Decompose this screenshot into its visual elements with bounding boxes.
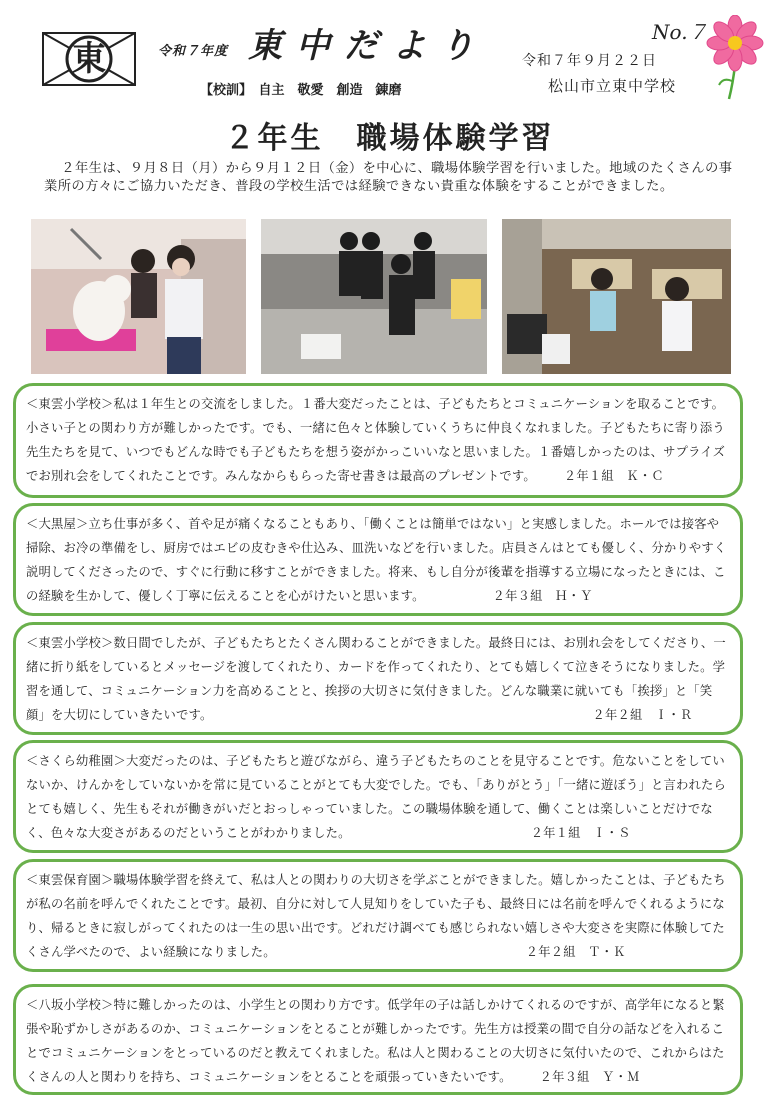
photo-pet-grooming [31, 219, 246, 374]
photo-restaurant-kitchen [261, 219, 487, 374]
issue-date: 令和７年９月２２日 [522, 53, 657, 69]
report-box [13, 984, 743, 1095]
report-signature: ２年３組 Ｈ・Ｙ [492, 589, 593, 603]
report-signature: ２年３組 Ｙ・Ｍ [539, 1070, 640, 1084]
report-text: ＜八坂小学校＞特に難しかったのは、小学生との関わり方です。低学年の子は話しかけてくれるのですが、高学年になると緊張や恥ずかしさがあるのか、コミュニケーションをとることが難しかったです。先生方は授業の間で自分の話などを入れることでコミュニケーションをとっているのだと教えてくれました。私は人と関わることの大切さに気付いたので、これからはたくさんの人と関わりを持ち、コミュニケーションをとることを頑張っていきたいです。 [26, 998, 725, 1084]
school-motto: 【校訓】 自主 敬愛 創造 錬磨 [200, 83, 402, 98]
report-text: ＜東雲小学校＞私は１年生との交流をしました。１番大変だったことは、子どもたちとコミュニケーションを取ることです。小さい子との関わり方が難しかったです。でも、一緒に色々と体験していくうちに仲良くなれました。子どもたちに寄り添う先生たちを見て、いつでもどんな時でも子どもたちを想う姿がかっこいいなと思いました。１番嬉しかったのは、サプライズでお別れ会をしてくれたことです。みんなからもらった寄せ書きは最高のプレゼントです。 [26, 397, 726, 483]
report-signature: ２年２組 Ｔ・Ｋ [525, 945, 626, 959]
school-logo [42, 32, 136, 86]
issue-number: No.７ [652, 20, 708, 44]
school-name: 松山市立東中学校 [548, 77, 677, 95]
photo-classroom [502, 219, 731, 374]
report-signature: ２年２組 Ｉ・Ｒ [592, 708, 693, 722]
report-text: ＜大黒屋＞立ち仕事が多く、首や足が痛くなることもあり、「働くことは簡単ではない」と実感しました。ホールでは接客や掃除、お冷の準備をし、厨房ではエビの皮むきや仕込み、皿洗いなどを行いました。店員さんはとても優しく、分かりやすく説明してくださったので、すぐに行動に移すことができました。将来、もし自分が後輩を指導する立場になったときには、この経験を生かして、優しく丁寧に伝えることを心がけたいと思います。 [26, 517, 727, 603]
article-headline: ２年生 職場体験学習 [224, 121, 555, 156]
report-text: ＜東雲保育園＞職場体験学習を終えて、私は人との関わりの大切さを学ぶことができました。嬉しかったことは、子どもたちが私の名前を呼んでくれたことです。最初、自分に対して人見知りをしていた子も、最終日には名前を呼んでくれるようになり、帰るときに寂しがってくれたのは一生の思い出です。どれだけ調べても感じられない嬉しさや大変さを実際に体験してたくさん学べたので、よい経験になりました。 [26, 873, 726, 959]
report-box [13, 740, 743, 853]
report-text: ＜東雲小学校＞数日間でしたが、子どもたちとたくさん関わることができました。最終日には、お別れ会をしてくださり、一緒に折り紙をしているとメッセージを渡してくれたり、カードを作ってくれたり、とても嬉しくて泣きそうになりました。学習を通して、コミュニケーション力を高めることと、挨拶の大切さに気付きました。どんな職業に就いても「挨拶」と「笑顔」を大切にしていきたいです。 [26, 636, 726, 722]
report-box [13, 622, 743, 735]
cosmos-flower-icon [703, 15, 767, 101]
report-text: ＜さくら幼稚園＞大変だったのは、子どもたちと遊びながら、違う子どもたちのことを見守ることです。危ないことをしていないか、けんかをしていないかを常に見ていることがとても大変でした。でも、「ありがとう」「一緒に遊ぼう」と言われたらとても嬉しく、先生もそれが働きがいだとおっしゃっていました。この職場体験を通して、働くことは楽しいことだけでなく、色々な大変さがあるのだということがわかりました。 [26, 754, 727, 840]
newsletter-title: 東中だより [248, 26, 488, 66]
report-box [13, 383, 743, 498]
report-signature: ２年１組 Ｋ・Ｃ [563, 469, 664, 483]
era-label: 令和７年度 [158, 44, 229, 59]
report-signature: ２年１組 Ｉ・Ｓ [530, 826, 631, 840]
report-box [13, 859, 743, 972]
report-box [13, 503, 743, 616]
logo-char: 東 [72, 39, 106, 79]
article-intro: ２年生は、９月８日（月）から９月１２日（金）を中心に、職場体験学習を行いました。地域のたくさんの事業所の方々にご協力いただき、普段の学校生活では経験できない貴重な体験をすることができました。 [44, 161, 733, 194]
